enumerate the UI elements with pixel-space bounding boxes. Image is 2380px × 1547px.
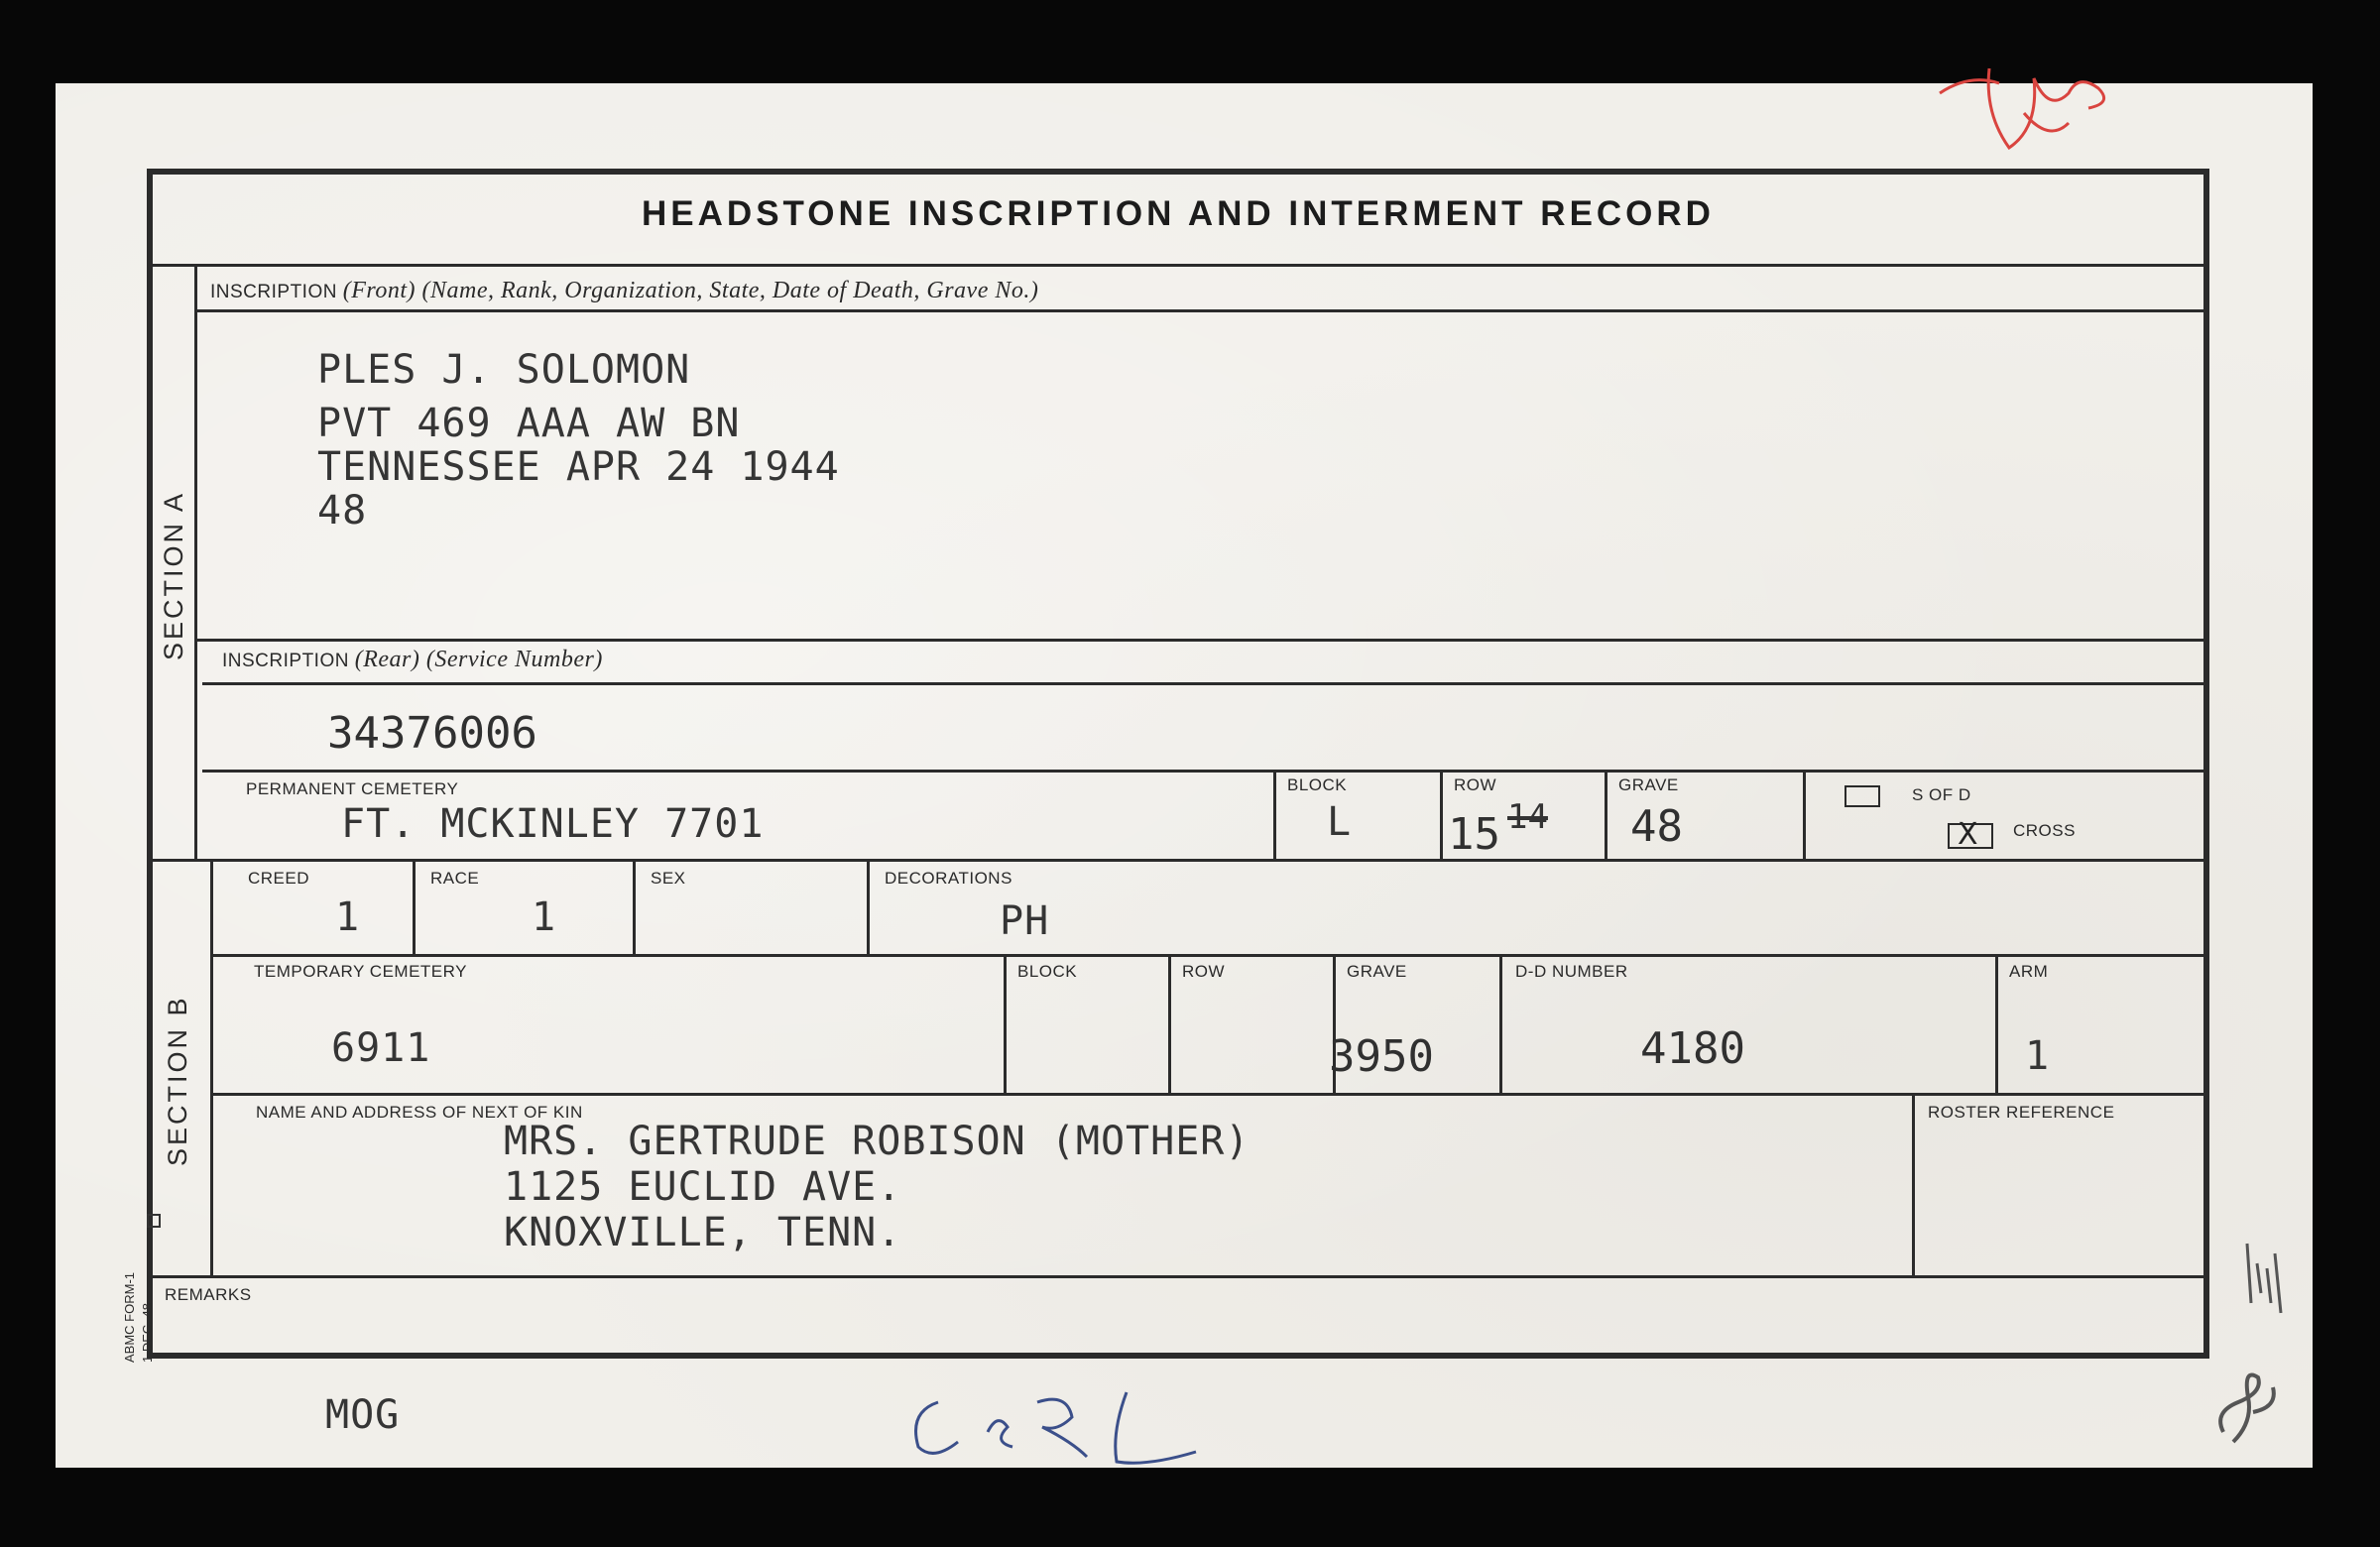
inscription-line: TENNESSEE APR 24 1944 bbox=[317, 444, 840, 490]
rule bbox=[194, 639, 2203, 642]
title-divider bbox=[153, 264, 2203, 267]
inscription-rear-label: INSCRIPTION (Rear) (Service Number) bbox=[222, 647, 603, 672]
creed-value: 1 bbox=[335, 894, 361, 940]
red-ink-annotation bbox=[1930, 54, 2128, 163]
rule bbox=[194, 309, 2203, 312]
rule bbox=[1803, 770, 1806, 859]
sex-label: SEX bbox=[651, 869, 686, 888]
s-of-d-checkbox bbox=[1844, 785, 1880, 807]
cross-mark: X bbox=[1958, 817, 1978, 852]
temporary-block-label: BLOCK bbox=[1017, 962, 1078, 981]
rule bbox=[633, 859, 636, 954]
temporary-cemetery-label: TEMPORARY CEMETERY bbox=[254, 962, 467, 981]
next-of-kin-line: MRS. GERTRUDE ROBISON (MOTHER) bbox=[504, 1119, 1250, 1164]
rule bbox=[202, 770, 2203, 773]
creed-label: CREED bbox=[248, 869, 310, 888]
cross-checkbox bbox=[1948, 817, 1993, 852]
dd-number-value: 4180 bbox=[1640, 1023, 1745, 1074]
decorations-label: DECORATIONS bbox=[885, 869, 1012, 888]
inscription-line: 48 bbox=[317, 488, 368, 534]
section-b-rule bbox=[210, 859, 213, 1275]
form-code-checkbox bbox=[147, 1214, 161, 1228]
permanent-block-value: L bbox=[1327, 799, 1353, 845]
next-of-kin-line: 1125 EUCLID AVE. bbox=[504, 1164, 902, 1210]
temporary-cemetery-value: 6911 bbox=[331, 1025, 431, 1071]
rule bbox=[210, 954, 2203, 957]
rule bbox=[1912, 1093, 1915, 1275]
rule bbox=[202, 682, 2203, 685]
next-of-kin-label: NAME AND ADDRESS OF NEXT OF KIN bbox=[256, 1103, 583, 1122]
rule bbox=[413, 859, 416, 954]
section-a-label: SECTION A bbox=[159, 490, 188, 660]
form-code: ABMC FORM-1 1 DEC. 48 bbox=[122, 1272, 155, 1363]
permanent-cemetery-label: PERMANENT CEMETERY bbox=[246, 779, 459, 798]
section-divider bbox=[153, 859, 2203, 862]
rule bbox=[867, 859, 870, 954]
remarks-label: REMARKS bbox=[165, 1285, 252, 1304]
rule bbox=[1499, 954, 1502, 1093]
form-title: HEADSTONE INSCRIPTION AND INTERMENT RECORD bbox=[642, 194, 1715, 233]
remarks-value: MOG bbox=[325, 1392, 401, 1438]
inscription-front-label: INSCRIPTION (Front) (Name, Rank, Organization, State, Date of Death, Grave No.) bbox=[210, 278, 1039, 303]
dd-number-label: D-D NUMBER bbox=[1515, 962, 1628, 981]
remarks-divider bbox=[153, 1275, 2203, 1278]
permanent-grave-label: GRAVE bbox=[1618, 775, 1679, 794]
rule bbox=[1004, 954, 1007, 1093]
section-a-rule bbox=[194, 264, 197, 859]
rule bbox=[1605, 770, 1607, 859]
temporary-row-label: ROW bbox=[1182, 962, 1226, 981]
record-card bbox=[56, 83, 2313, 1468]
form-frame bbox=[147, 169, 2209, 1359]
permanent-row-struck: 14 bbox=[1507, 797, 1548, 837]
arm-value: 1 bbox=[2025, 1033, 2051, 1079]
rule bbox=[1440, 770, 1443, 859]
roster-reference-label: ROSTER REFERENCE bbox=[1928, 1103, 2115, 1122]
inscription-line: PVT 469 AAA AW BN bbox=[317, 401, 741, 446]
race-value: 1 bbox=[532, 894, 557, 940]
cross-label: CROSS bbox=[2013, 821, 2076, 840]
permanent-block-label: BLOCK bbox=[1287, 775, 1348, 794]
pencil-initials bbox=[2237, 1224, 2307, 1323]
inscription-line: PLES J. SOLOMON bbox=[317, 347, 691, 393]
rule bbox=[1168, 954, 1171, 1093]
race-label: RACE bbox=[430, 869, 480, 888]
permanent-grave-value: 48 bbox=[1630, 801, 1683, 852]
decorations-value: PH bbox=[1000, 898, 1050, 944]
arm-label: ARM bbox=[2009, 962, 2049, 981]
pencil-mark bbox=[2203, 1363, 2293, 1452]
service-number: 34376006 bbox=[327, 708, 537, 759]
s-of-d-label: S OF D bbox=[1912, 785, 1971, 804]
permanent-row-label: ROW bbox=[1454, 775, 1497, 794]
blue-ink-initials bbox=[898, 1372, 1315, 1482]
rule bbox=[1995, 954, 1998, 1093]
next-of-kin-line: KNOXVILLE, TENN. bbox=[504, 1210, 902, 1255]
temporary-grave-value: 3950 bbox=[1329, 1031, 1434, 1082]
temporary-grave-label: GRAVE bbox=[1347, 962, 1407, 981]
rule bbox=[1273, 770, 1276, 859]
rule bbox=[210, 1093, 2203, 1096]
permanent-cemetery-value: FT. MCKINLEY 7701 bbox=[341, 801, 765, 847]
permanent-row-value: 15 bbox=[1448, 809, 1500, 860]
section-b-label: SECTION B bbox=[163, 995, 192, 1166]
